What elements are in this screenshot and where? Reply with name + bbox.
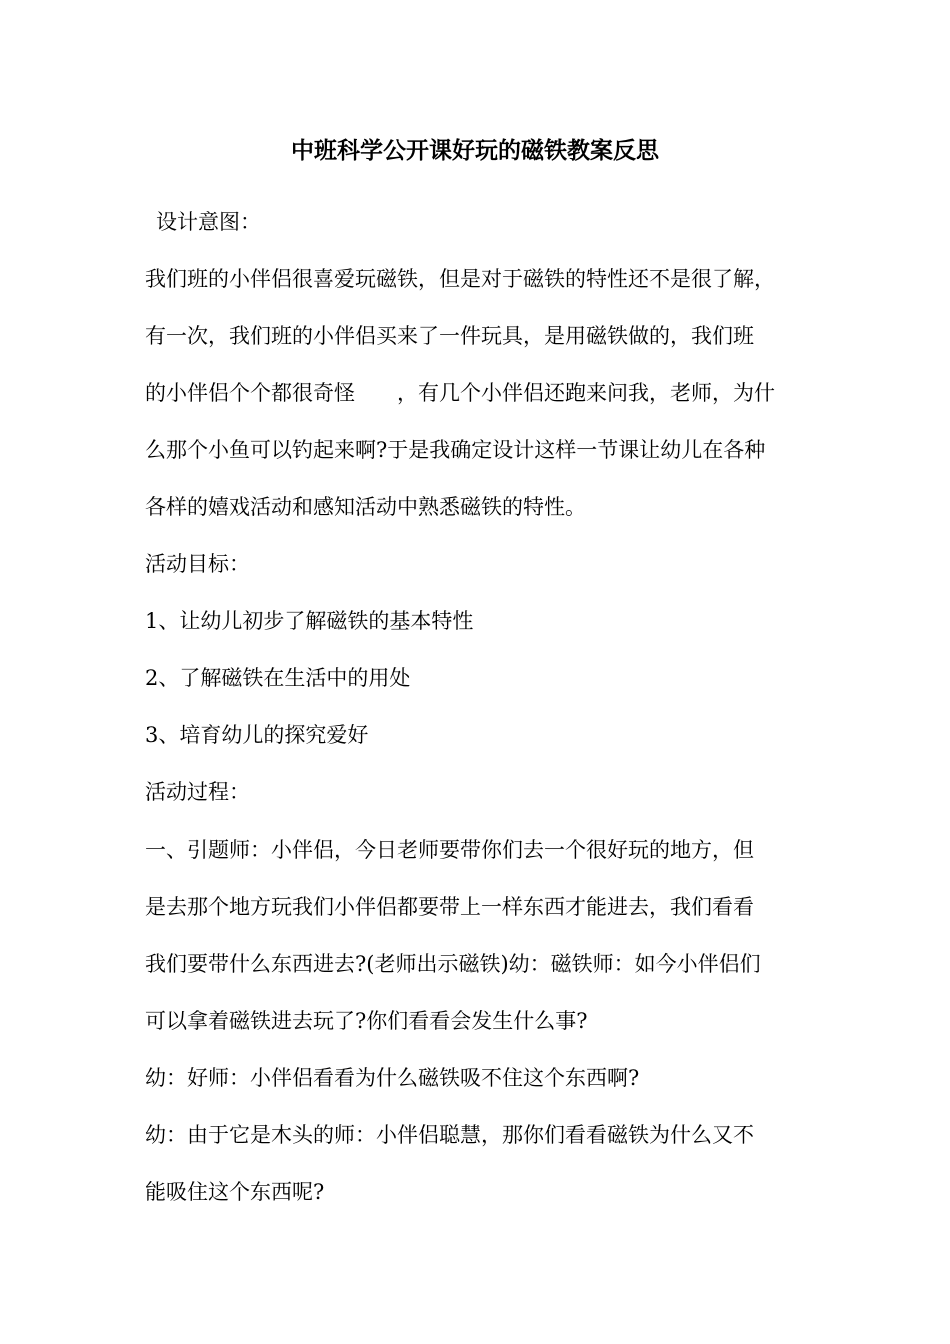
section-heading-goals: 活动目标： [145,552,250,576]
list-item-goal-2: 2、了解磁铁在生活中的用处 [145,666,411,690]
paragraph-line: 一、引题师：小伴侣，今日老师要带你们去一个很好玩的地方，但 [145,838,754,862]
document-title: 中班科学公开课好玩的磁铁教案反思 [291,137,659,164]
paragraph-line: 能吸住这个东西呢? [145,1180,325,1204]
paragraph-line: 各样的嬉戏活动和感知活动中熟悉磁铁的特性。 [145,495,586,519]
paragraph-line: 可以拿着磁铁进去玩了?你们看看会发生什么事? [145,1009,588,1033]
paragraph-line: 的小伴侣个个都很奇怪 ，有几个小伴侣还跑来问我，老师，为什 [145,381,775,405]
list-item-goal-1: 1、让幼儿初步了解磁铁的基本特性 [145,609,474,633]
paragraph-line: 么那个小鱼可以钓起来啊?于是我确定设计这样一节课让幼儿在各种 [145,438,766,462]
paragraph-line: 我们要带什么东西进去?(老师出示磁铁)幼：磁铁师：如今小伴侣们 [145,952,761,976]
paragraph-line: 幼：由于它是木头的师：小伴侣聪慧，那你们看看磁铁为什么又不 [145,1123,754,1147]
paragraph-line: 是去那个地方玩我们小伴侣都要带上一样东西才能进去，我们看看 [145,895,754,919]
section-heading-design-intent: 设计意图： [156,210,261,234]
paragraph-line: 有一次，我们班的小伴侣买来了一件玩具，是用磁铁做的，我们班 [145,324,754,348]
section-heading-process: 活动过程： [145,780,250,804]
list-item-goal-3: 3、培育幼儿的探究爱好 [145,723,369,747]
paragraph-line: 我们班的小伴侣很喜爱玩磁铁，但是对于磁铁的特性还不是很了解， [145,267,775,291]
paragraph-line: 幼：好师：小伴侣看看为什么磁铁吸不住这个东西啊? [145,1066,640,1090]
